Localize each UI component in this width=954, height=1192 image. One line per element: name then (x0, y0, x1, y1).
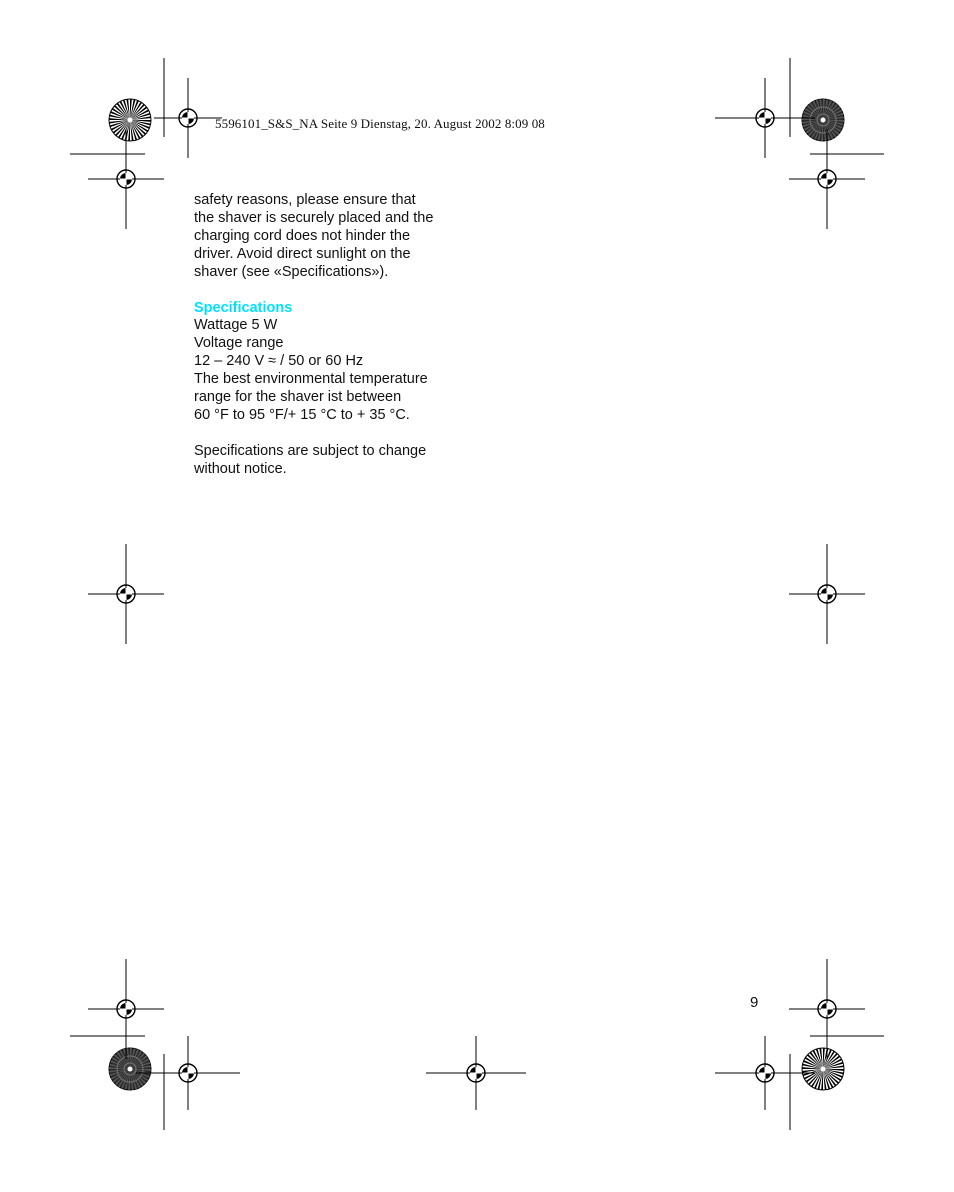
body-line: the shaver is securely placed and the (194, 209, 434, 226)
registration-mark-icon (715, 1036, 815, 1110)
spec-line: Wattage 5 W (194, 317, 278, 334)
star-target-icon (802, 99, 844, 141)
registration-mark-icon (789, 959, 865, 1059)
registration-mark-icon (426, 1036, 526, 1110)
body-line: charging cord does not hinder the (194, 227, 411, 244)
spec-line: The best environmental temperature (194, 371, 428, 388)
section-heading: Specifications (194, 299, 293, 316)
star-target-icon (802, 1048, 844, 1090)
page-number: 9 (750, 994, 759, 1011)
notice-line: Specifications are subject to change (194, 442, 427, 459)
spec-line: Voltage range (194, 335, 284, 352)
registration-mark-icon (88, 959, 164, 1059)
body-line: safety reasons, please ensure that (194, 192, 416, 208)
body-line: shaver (see «Specifications»). (194, 263, 389, 280)
registration-mark-icon (88, 129, 164, 229)
body-line: driver. Avoid direct sunlight on the (194, 245, 411, 262)
registration-mark-icon (715, 78, 815, 158)
notice-line: without notice. (194, 460, 287, 477)
print-slug-header: 5596101_S&S_NA Seite 9 Dienstag, 20. August 2002 8:09 08 (215, 116, 545, 131)
spec-line: 60 °F to 95 °F/+ 15 °C to + 35 °C. (194, 406, 410, 423)
registration-mark-icon (789, 544, 865, 644)
registration-mark-icon (789, 129, 865, 229)
spec-line: range for the shaver ist between (194, 389, 402, 406)
registration-mark-icon (88, 544, 164, 644)
star-target-icon (109, 99, 151, 141)
registration-mark-icon (136, 1036, 240, 1110)
spec-line: 12 – 240 V ≈ / 50 or 60 Hz (194, 353, 364, 370)
star-target-icon (109, 1048, 151, 1090)
